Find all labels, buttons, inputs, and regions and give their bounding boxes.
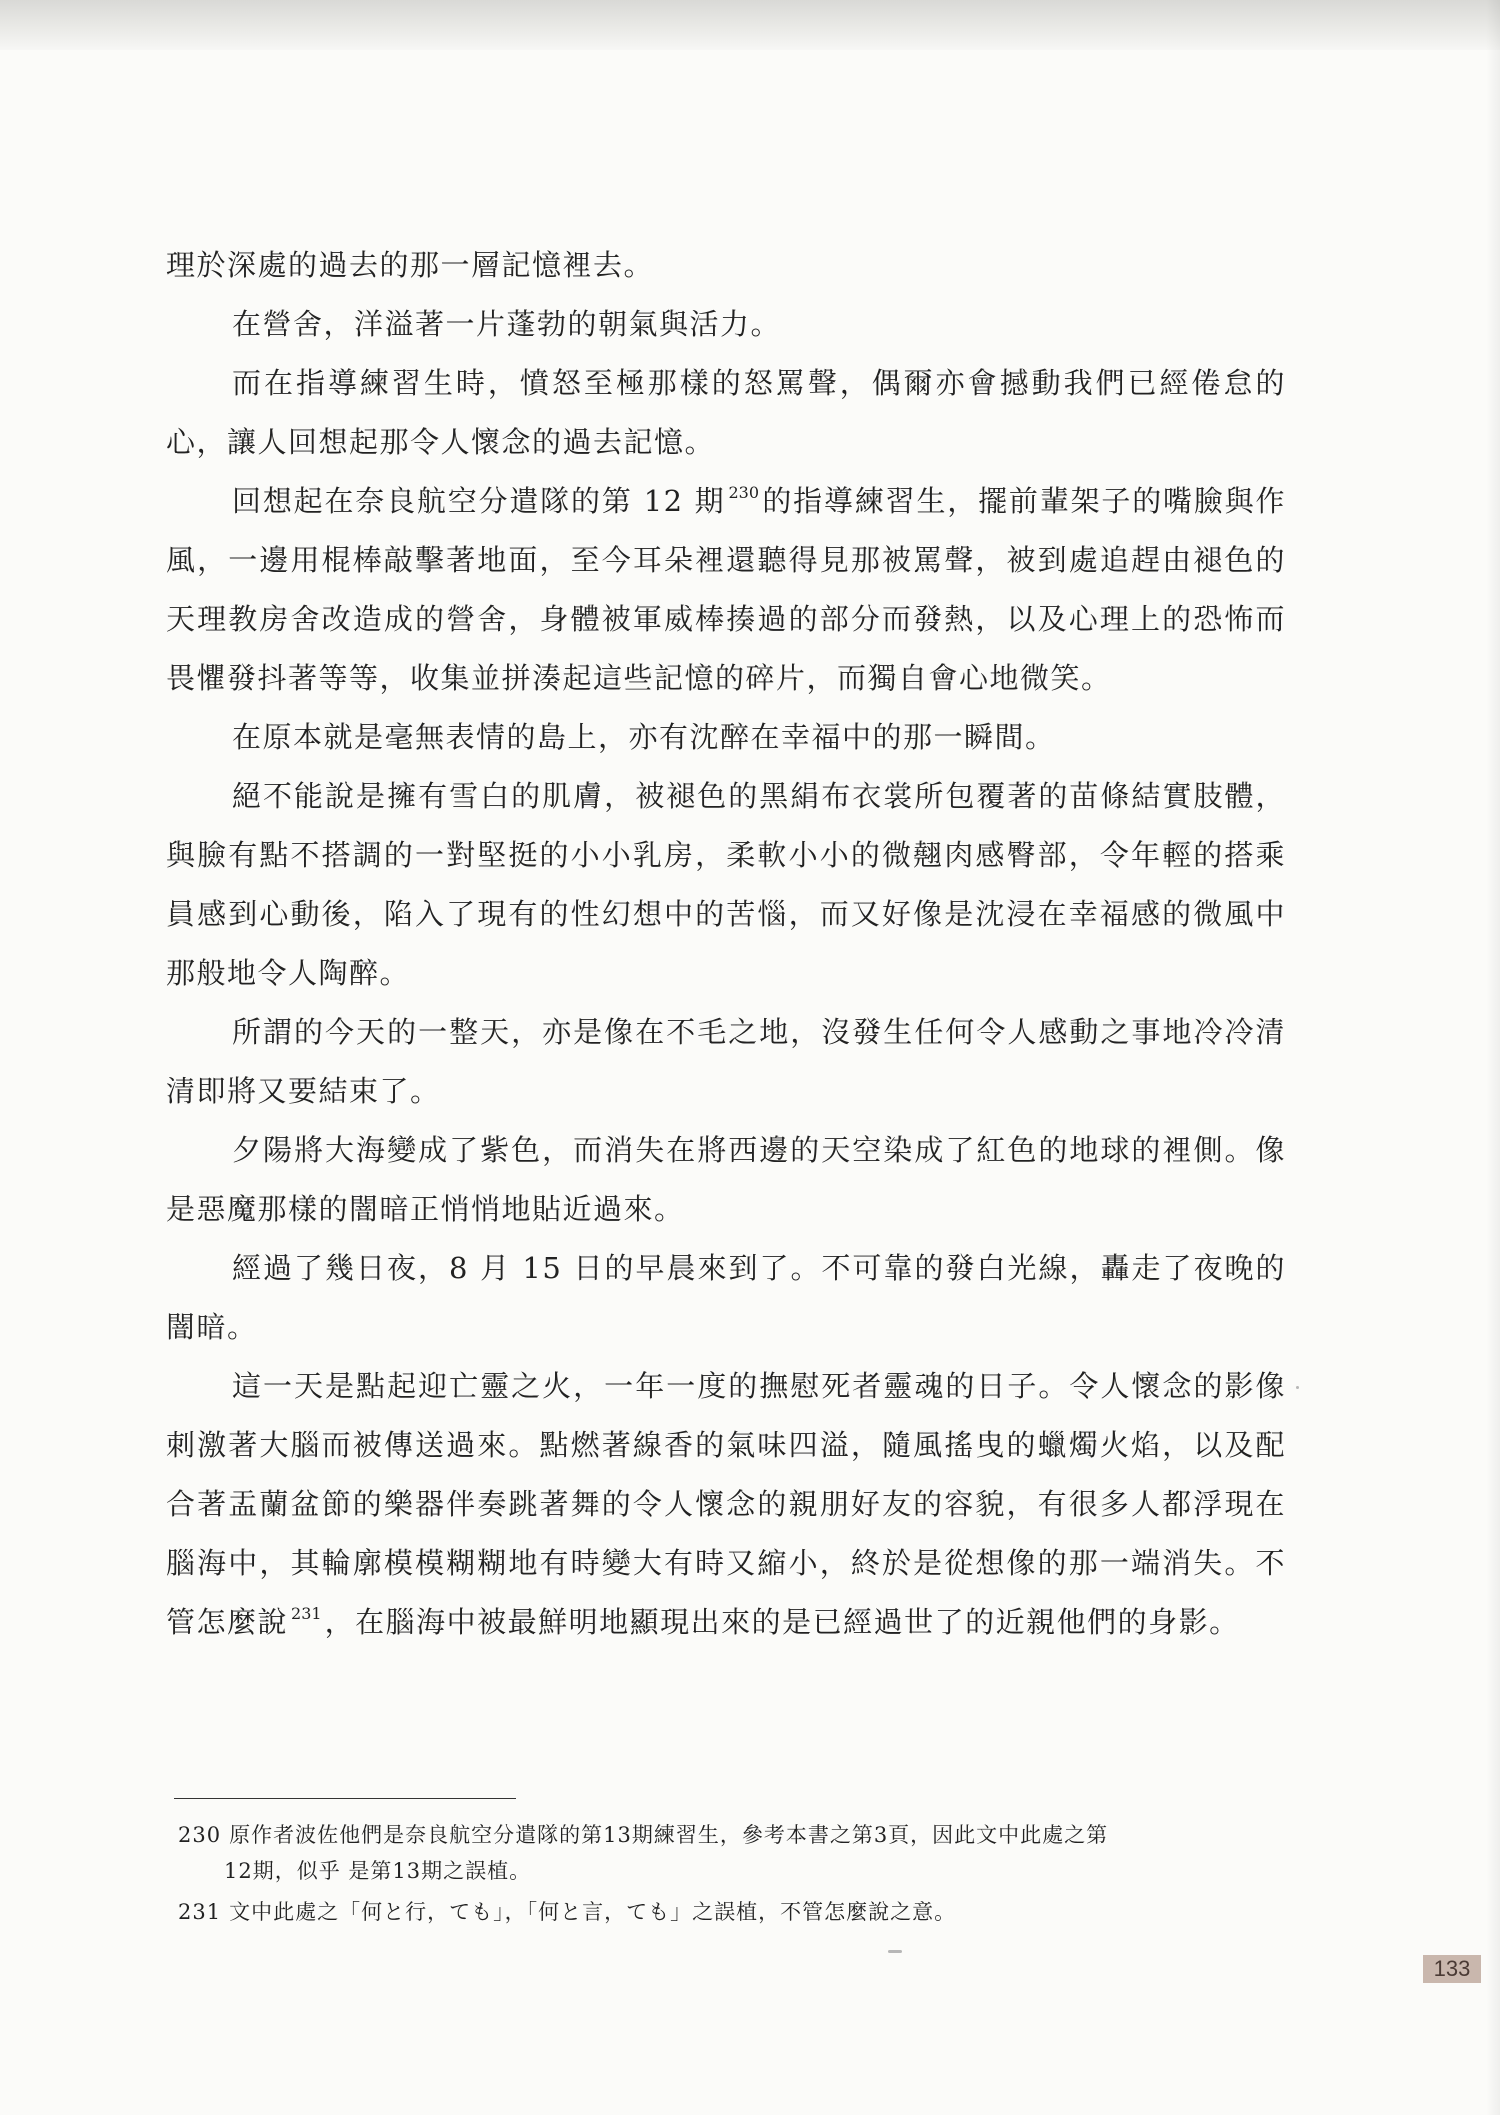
paragraph-8: 夕陽將大海變成了紫色，而消失在將西邊的天空染成了紅色的地球的裡側。像是惡魔那樣的闇暗正悄悄地貼近過來。 — [166, 1133, 1286, 1226]
paragraph-7: 所謂的今天的一整天，亦是像在不毛之地，沒發生任何令人感動之事地冷冷清清即將又要結束了。 — [166, 1015, 1286, 1108]
footnote-ref-230[interactable]: 230 — [728, 483, 760, 502]
footnote-231 — [178, 1894, 1288, 1930]
paragraph-10-part-1: 這一天是點起迎亡靈之火，一年一度的撫慰死者靈魂的日子。令人懷念的影像刺激著大腦而被傳送過來。點燃著線香的氣味四溢，隨風搖曳的蠟燭火焰，以及配合著盂蘭盆節的樂器伴奏跳著舞的令人懷念的親朋好友的容貌，有很多人都浮現在腦海中，其輪廓模模糊糊地有時變大有時又縮小，終於是從想像的那一端消失。不管怎麼說 — [166, 1369, 1286, 1639]
scan-top-shadow — [0, 0, 1500, 50]
footnote-230 — [178, 1817, 1288, 1889]
paragraph-6: 絕不能說是擁有雪白的肌膚，被褪色的黑絹布衣裳所包覆著的苗條結實肢體，與臉有點不搭調的一對堅挺的小小乳房，柔軟小小的微翹肉感臀部，令年輕的搭乘員感到心動後，陷入了現有的性幻想中的苦惱，而又好像是沈浸在幸福感的微風中那般地令人陶醉。 — [166, 779, 1286, 990]
paragraph-2: 在營舍，洋溢著一片蓬勃的朝氣與活力。 — [232, 307, 782, 341]
paragraph-10-part-2: ，在腦海中被最鮮明地顯現出來的是已經過世了的近親他們的身影。 — [324, 1605, 1240, 1639]
paragraph-4-part-1: 回想起在奈良航空分遣隊的第 12 期 — [232, 484, 726, 518]
footnote-divider — [174, 1798, 516, 1799]
footnote-text: 原作者波佐他們是奈良航空分遣隊的第13期練習生，參考本書之第3頁，因此文中此處之第 — [229, 1823, 1109, 1847]
page-number: 133 — [1423, 1955, 1481, 1983]
footnote-text: 文中此處之「何と行，ても」，「何と言，ても」之誤植，不管怎麼說之意。 — [229, 1900, 957, 1924]
main-text — [166, 236, 1286, 1652]
scan-right-shadow — [1486, 0, 1500, 2115]
footnote-ref-231[interactable]: 231 — [291, 1604, 322, 1623]
paragraph-4 — [166, 472, 1286, 708]
footnotes — [178, 1798, 1288, 1935]
scan-speck — [1296, 1386, 1299, 1389]
paragraph-9: 經過了幾日夜，8 月 15 日的早晨來到了。不可靠的發白光線，轟走了夜晚的闇暗。 — [166, 1251, 1286, 1344]
paragraph-4-part-2: 的指導練習生，擺前輩架子的嘴臉與作風，一邊用棍棒敲擊著地面，至今耳朵裡還聽得見那被罵聲，被到處追趕由褪色的天理教房舍改造成的營舍，身體被軍威棒揍過的部分而發熱，以及心理上的恐怖而畏懼發抖著等等，收集並拼湊起這些記憶的碎片，而獨自會心地微笑。 — [166, 484, 1286, 695]
footnote-number: 231 — [178, 1900, 222, 1924]
paragraph-1: 理於深處的過去的那一層記憶裡去。 — [166, 248, 655, 282]
paragraph-10 — [166, 1357, 1286, 1652]
paragraph-5: 在原本就是毫無表情的島上，亦有沈醉在幸福中的那一瞬間。 — [232, 720, 1056, 754]
footnote-text-continued: 12期，似乎 是第13期之誤植。 — [224, 1859, 532, 1883]
scan-speck — [888, 1950, 902, 1953]
paragraph-3: 而在指導練習生時，憤怒至極那樣的怒罵聲，偶爾亦會撼動我們已經倦怠的心，讓人回想起那令人懷念的過去記憶。 — [166, 366, 1286, 459]
footnote-number: 230 — [178, 1823, 222, 1847]
